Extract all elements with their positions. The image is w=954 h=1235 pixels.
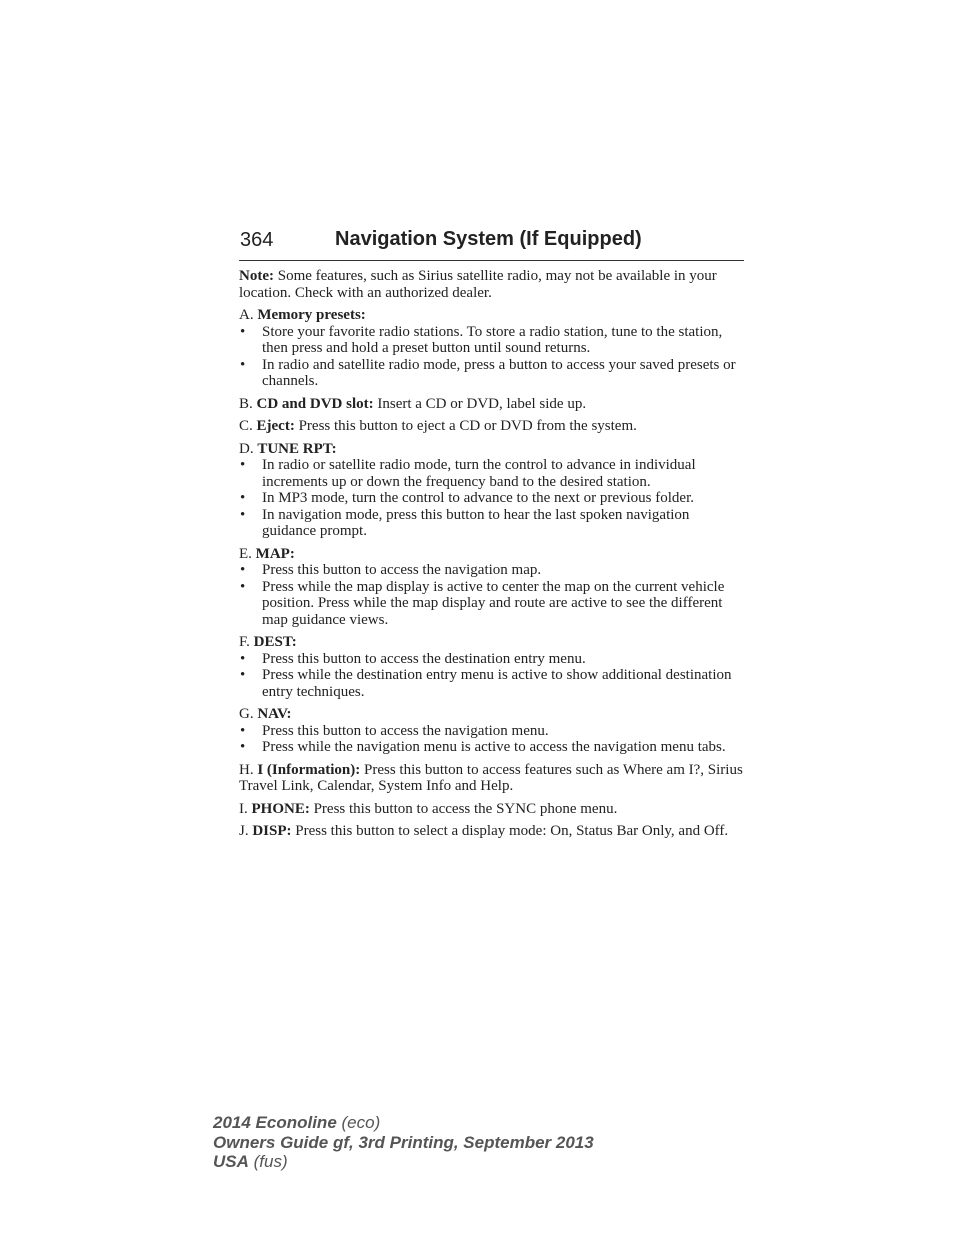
entry-letter: A. bbox=[239, 307, 258, 323]
bullet-dot-icon: • bbox=[240, 506, 246, 523]
entry-label: TUNE RPT: bbox=[257, 440, 337, 457]
entry-item bbox=[239, 823, 744, 840]
entry-letter: B. bbox=[239, 395, 257, 412]
bullet-item bbox=[239, 457, 744, 490]
entry-letter: H. bbox=[239, 761, 258, 778]
page-header bbox=[239, 228, 744, 261]
note-paragraph bbox=[239, 268, 744, 301]
bullet-text: Press while the map display is active to center the map on the current vehicle position. Press while the map display and route are active to see the different map guidance views. bbox=[262, 578, 725, 628]
entry-letter: F. bbox=[239, 634, 254, 650]
bullet-dot-icon: • bbox=[240, 490, 246, 506]
bullet-dot-icon: • bbox=[240, 722, 246, 739]
entry-label: Memory presets: bbox=[257, 307, 366, 323]
bullet-text: Store your favorite radio stations. To store a radio station, tune to the station, then press and hold a preset button until sound returns. bbox=[262, 323, 723, 356]
bullet-item bbox=[239, 562, 744, 579]
footer-market: USA bbox=[213, 1152, 249, 1171]
bullet-text: In navigation mode, press this button to hear the last spoken navigation guidance prompt. bbox=[262, 506, 690, 539]
entry-text: Insert a CD or DVD, label side up. bbox=[373, 395, 587, 412]
bullet-dot-icon: • bbox=[240, 562, 246, 578]
entry-item bbox=[239, 418, 744, 435]
bullet-text: Press while the navigation menu is active to access the navigation menu tabs. bbox=[262, 739, 726, 755]
page-number: 364 bbox=[240, 229, 274, 251]
bullet-text: In radio or satellite radio mode, turn the control to advance in individual increments up or down the frequency band to the desired station. bbox=[262, 457, 696, 490]
entry-letter: G. bbox=[239, 706, 258, 722]
entry-label: CD and DVD slot: bbox=[256, 395, 374, 412]
bullet-item bbox=[239, 357, 744, 390]
entry-item bbox=[239, 396, 744, 413]
entry-item bbox=[239, 801, 744, 818]
entry-letter: E. bbox=[239, 545, 256, 562]
bullet-text: In MP3 mode, turn the control to advance to the next or previous folder. bbox=[262, 490, 694, 506]
entry-label: PHONE: bbox=[251, 800, 310, 817]
bullet-item bbox=[239, 507, 744, 540]
bullet-text: In radio and satellite radio mode, press a button to access your saved presets or channels. bbox=[262, 356, 736, 389]
bullet-dot-icon: • bbox=[240, 578, 246, 595]
bullet-dot-icon: • bbox=[240, 650, 246, 667]
entry-label: NAV: bbox=[257, 706, 292, 722]
entry-label: I (Information): bbox=[257, 761, 361, 778]
entry-item bbox=[239, 546, 744, 563]
entry-label: DISP: bbox=[252, 823, 292, 839]
bullet-item bbox=[239, 723, 744, 740]
entry-item bbox=[239, 706, 744, 723]
footer-line-1 bbox=[213, 1113, 594, 1133]
note-text: Some features, such as Sirius satellite radio, may not be available in your location. Check with an authorized dealer. bbox=[239, 268, 717, 301]
bullet-dot-icon: • bbox=[240, 356, 246, 373]
bullet-dot-icon: • bbox=[240, 457, 246, 473]
entry-label: DEST: bbox=[253, 634, 297, 650]
entry-item bbox=[239, 307, 744, 324]
footer-model-code: (eco) bbox=[336, 1113, 381, 1132]
entry-text: Press this button to eject a CD or DVD from the system. bbox=[294, 418, 637, 434]
bullet-list bbox=[239, 651, 744, 701]
footer-line-3 bbox=[213, 1152, 594, 1172]
footer-line-2: Owners Guide gf, 3rd Printing, September 2013 bbox=[213, 1132, 594, 1152]
footer-market-code: (fus) bbox=[248, 1152, 288, 1171]
bullet-list bbox=[239, 723, 744, 756]
entries-list bbox=[239, 307, 744, 840]
entry-letter: D. bbox=[239, 440, 258, 457]
entry-item bbox=[239, 762, 744, 795]
page-title: Navigation System (If Equipped) bbox=[335, 228, 642, 250]
entry-label: MAP: bbox=[255, 545, 295, 562]
bullet-list bbox=[239, 562, 744, 628]
bullet-dot-icon: • bbox=[240, 323, 246, 340]
bullet-dot-icon: • bbox=[240, 739, 246, 755]
bullet-dot-icon: • bbox=[240, 667, 246, 683]
note-label: Note: bbox=[239, 268, 274, 284]
bullet-item bbox=[239, 739, 744, 756]
entry-item bbox=[239, 441, 744, 458]
page-footer bbox=[213, 1113, 594, 1172]
bullet-text: Press while the destination entry menu is active to show additional destination entry techniques. bbox=[262, 667, 732, 700]
entry-text: Press this button to select a display mode: On, Status Bar Only, and Off. bbox=[291, 823, 729, 839]
bullet-item bbox=[239, 651, 744, 668]
bullet-text: Press this button to access the navigation map. bbox=[262, 562, 542, 578]
bullet-list bbox=[239, 324, 744, 390]
entry-letter: J. bbox=[239, 823, 253, 839]
bullet-item bbox=[239, 579, 744, 629]
entry-label: Eject: bbox=[256, 418, 295, 434]
footer-model: 2014 Econoline bbox=[213, 1113, 337, 1132]
entry-item bbox=[239, 634, 744, 651]
entry-letter: I. bbox=[239, 800, 252, 817]
page-content bbox=[239, 268, 744, 846]
entry-letter: C. bbox=[239, 418, 257, 434]
bullet-item bbox=[239, 490, 744, 507]
bullet-text: Press this button to access the destination entry menu. bbox=[262, 650, 586, 667]
entry-text: Press this button to access features such as Where am I?, Sirius Travel Link, Calendar, System Info and Help. bbox=[239, 761, 743, 794]
bullet-item bbox=[239, 324, 744, 357]
bullet-list bbox=[239, 457, 744, 540]
bullet-text: Press this button to access the navigation menu. bbox=[262, 722, 549, 739]
bullet-item bbox=[239, 667, 744, 700]
entry-text: Press this button to access the SYNC phone menu. bbox=[309, 800, 618, 817]
